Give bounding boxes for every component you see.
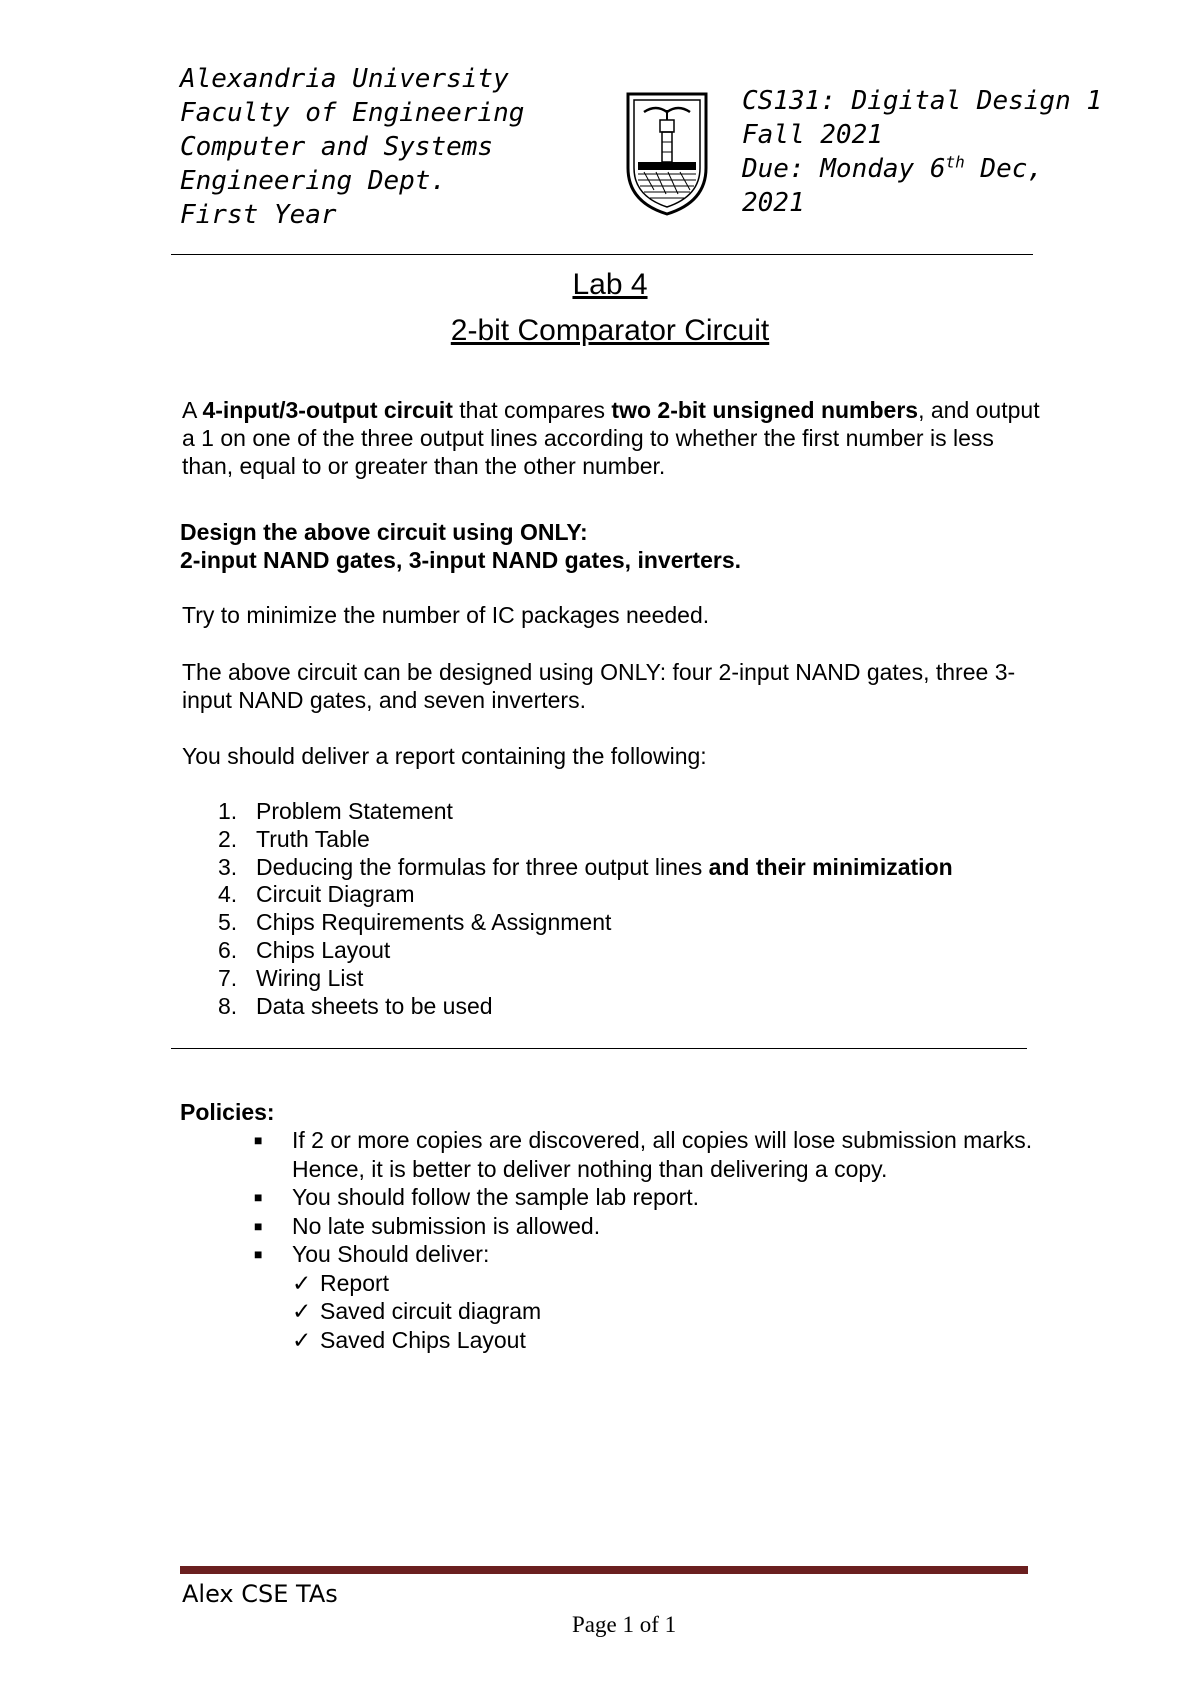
university-seal-logo [624,90,710,218]
list-item-text: Data sheets to be used [256,992,493,1019]
design-line-2: 2-input NAND gates, 3-input NAND gates, inverters. [180,547,742,573]
footer-rule [180,1566,1028,1574]
list-item-text: Wiring List [256,964,364,991]
due-date [742,152,1102,186]
square-bullet-icon: ■ [254,1217,263,1234]
list-item [218,965,953,993]
square-bullet-icon: ■ [254,1132,263,1148]
due-date-prefix: Due: Monday 6 [742,154,946,184]
list-item-number: 7. [218,964,238,991]
header-divider [171,254,1033,255]
list-item-text: Chips Layout [256,936,391,963]
list-item-bold: and their minimization [708,853,953,880]
due-date-suffix: Dec, [964,154,1044,184]
page-number: Page 1 of 1 [572,1612,677,1637]
list-item-number: 3. [218,853,238,880]
due-date-ordinal: th [945,152,965,172]
list-item [218,993,953,1021]
due-year: 2021 [742,188,805,218]
gate-count-note: The above circuit can be designed using ONLY: four 2-input NAND gates, three 3-input NAND gates, and seven inverters. [182,659,1016,713]
section-divider [171,1048,1027,1049]
checkmark-icon: ✓ [292,1326,312,1353]
list-item [292,1297,541,1326]
lab-subtitle [0,314,1200,348]
list-item [254,1240,1034,1354]
policy-deliverables: You Should deliver: [292,1241,490,1267]
lab-subtitle-text: 2-bit Comparator Circuit [450,314,770,347]
list-item-number: 8. [218,992,238,1019]
list-item [218,937,953,965]
lab-title-text: Lab 4 [572,268,648,301]
minimize-note: Try to minimize the number of IC packages needed. [182,602,710,628]
report-contents-list [218,798,953,1020]
list-item-text: Chips Requirements & Assignment [256,909,612,936]
design-line-1: Design the above circuit using ONLY: [180,519,588,545]
list-item [218,881,953,909]
list-item [292,1269,541,1298]
policies-list [254,1126,1034,1354]
institution-block [180,62,524,232]
policies-heading: Policies: [180,1099,275,1125]
course-block [742,84,1102,220]
list-item [254,1183,1034,1212]
list-item-text: Problem Statement [256,798,453,824]
list-item [292,1326,541,1355]
intro-mid: that compares [452,397,612,423]
deliver-intro: You should deliver a report containing the following: [182,743,707,769]
list-item-number: 6. [218,936,238,963]
square-bullet-icon: ■ [254,1246,263,1262]
department-line-1: Computer and Systems [180,132,494,162]
policy-sample-report: You should follow the sample lab report. [292,1184,700,1210]
deliverable-text: Report [320,1269,390,1296]
year-label: First Year [180,200,337,230]
design-constraint [180,518,741,574]
university-name: Alexandria University [180,64,509,94]
list-item [218,826,953,854]
department-line-2: Engineering Dept. [180,166,447,196]
square-bullet-icon: ■ [254,1189,263,1205]
list-item [254,1126,1034,1183]
lab-title [0,268,1200,302]
policy-late-submission: No late submission is allowed. [292,1212,601,1239]
list-item-number: 4. [218,881,238,908]
deliverable-text: Saved Chips Layout [320,1326,526,1353]
checkmark-icon: ✓ [292,1269,312,1296]
list-item [218,854,953,882]
policy-copies-note: Hence, it is better to deliver nothing than delivering a copy. [292,1155,888,1182]
faculty-name: Faculty of Engineering [180,98,525,128]
term-label: Fall 2021 [742,120,883,150]
list-item [218,909,953,937]
list-item-number: 1. [218,798,238,824]
footer-author: Alex CSE TAs [182,1580,338,1608]
intro-bold-circuit: 4-input/3-output circuit [202,397,453,423]
list-item [218,798,953,826]
intro-a: A [182,397,203,423]
deliverables-list [292,1269,541,1355]
checkmark-icon: ✓ [292,1298,312,1324]
intro-bold-numbers: two 2-bit unsigned numbers [611,397,919,423]
list-item-text: Truth Table [256,825,370,852]
list-item-text: Circuit Diagram [256,881,415,908]
list-item-number: 2. [218,825,238,852]
list-item-text: Deducing the formulas for three output lines [256,853,709,880]
course-code: CS131: Digital Design 1 [742,86,1103,116]
list-item [254,1212,1034,1241]
policy-copies: If 2 or more copies are discovered, all copies will lose submission marks. [292,1127,1033,1153]
deliverable-text: Saved circuit diagram [320,1298,542,1324]
list-item-number: 5. [218,909,238,936]
intro-paragraph [182,396,1042,480]
intro-rest: , and output a 1 on one of the three output lines according to whether the first number is less than, equal to or greater than the other number. [182,397,1040,479]
